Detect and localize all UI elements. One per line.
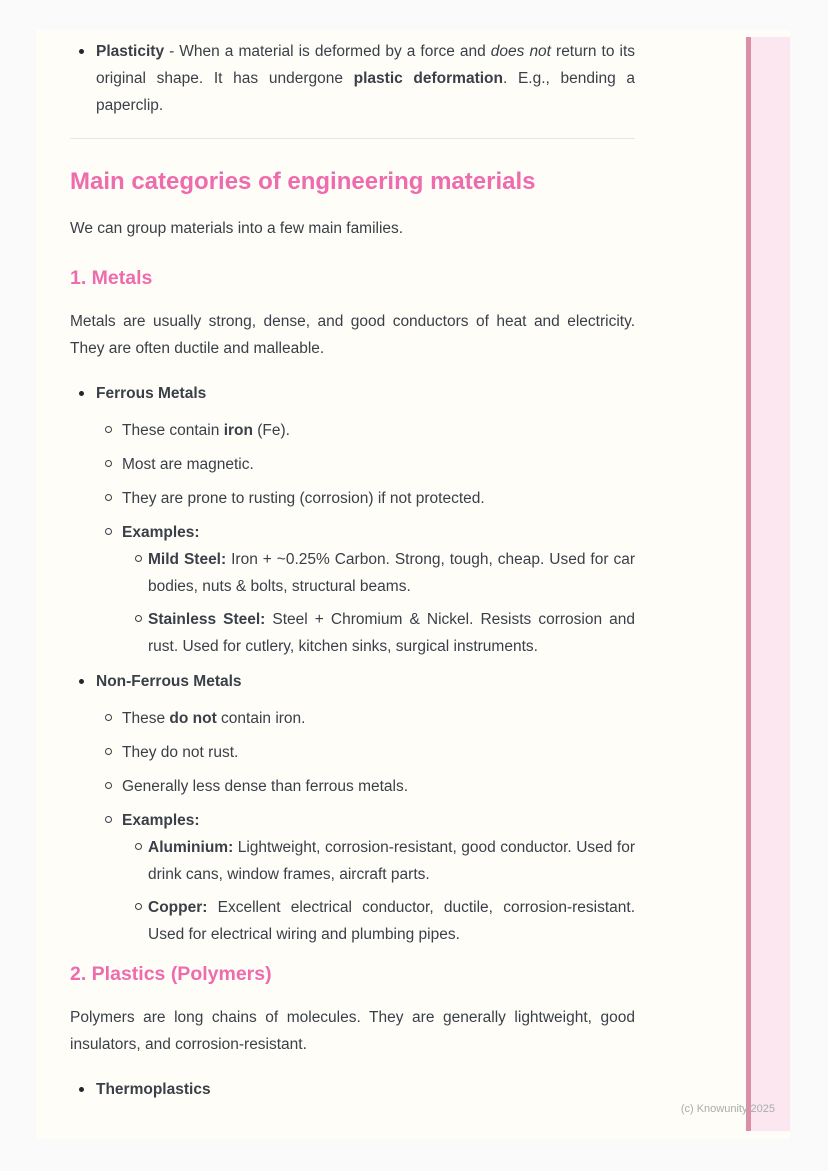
list-item-non-ferrous-metals <box>96 668 635 948</box>
section-heading-plastics: 2. Plastics (Polymers) <box>70 963 272 985</box>
non-ferrous-examples-list <box>122 834 635 948</box>
thermoplastics-title: Thermoplastics <box>96 1081 211 1098</box>
page-accent-bar <box>746 37 790 1131</box>
examples-label: Examples: <box>122 524 200 541</box>
non-ferrous-metals-title: Non-Ferrous Metals <box>96 673 242 690</box>
examples-label: Examples: <box>122 812 200 829</box>
list-item-examples <box>122 807 635 948</box>
metals-list <box>70 380 635 948</box>
page-title: Main categories of engineering materials <box>70 168 536 195</box>
plasticity-list <box>70 38 635 119</box>
section-heading-metals: 1. Metals <box>70 267 153 289</box>
list-item-copper: Copper: Excellent electrical conductor, ductile, corrosion-resistant. Used for electrical wiring and plumbing pipes. <box>148 894 635 948</box>
list-item: They do not rust. <box>122 739 635 766</box>
list-item-mild-steel: Mild Steel: Iron + ~0.25% Carbon. Strong, tough, cheap. Used for car bodies, nuts & bolts, structural beams. <box>148 546 635 600</box>
ferrous-metals-title: Ferrous Metals <box>96 385 207 402</box>
list-item-aluminium: Aluminium: Lightweight, corrosion-resistant, good conductor. Used for drink cans, window frames, aircraft parts. <box>148 834 635 888</box>
ferrous-examples-list <box>122 546 635 660</box>
copyright-footer: (c) Knowunity 2025 <box>680 1103 775 1115</box>
list-item-ferrous-metals <box>96 380 635 660</box>
plastics-description: Polymers are long chains of molecules. They are generally lightweight, good insulators, and corrosion-resistant. <box>70 1009 635 1053</box>
list-item-thermoplastics <box>96 1076 635 1103</box>
list-item: Most are magnetic. <box>122 451 635 478</box>
ferrous-points-list <box>96 417 635 660</box>
metals-description: Metals are usually strong, dense, and good conductors of heat and electricity. They are often ductile and malleable. <box>70 313 635 357</box>
list-item: These contain iron (Fe). <box>122 417 635 444</box>
non-ferrous-points-list <box>96 705 635 948</box>
list-item: These do not contain iron. <box>122 705 635 732</box>
list-item-examples <box>122 519 635 660</box>
intro-paragraph: We can group materials into a few main families. <box>70 220 404 237</box>
plastics-list <box>70 1076 635 1103</box>
document-content <box>70 30 635 1103</box>
list-item: Generally less dense than ferrous metals. <box>122 773 635 800</box>
list-item-plasticity: Plasticity - When a material is deformed by a force and does not return to its original shape. It has undergone plastic deformation. E.g., bending a paperclip. <box>96 38 635 119</box>
section-divider <box>70 138 635 139</box>
list-item-stainless-steel: Stainless Steel: Steel + Chromium & Nickel. Resists corrosion and rust. Used for cutlery, kitchen sinks, surgical instruments. <box>148 606 635 660</box>
document-page <box>36 30 790 1139</box>
list-item: They are prone to rusting (corrosion) if not protected. <box>122 485 635 512</box>
